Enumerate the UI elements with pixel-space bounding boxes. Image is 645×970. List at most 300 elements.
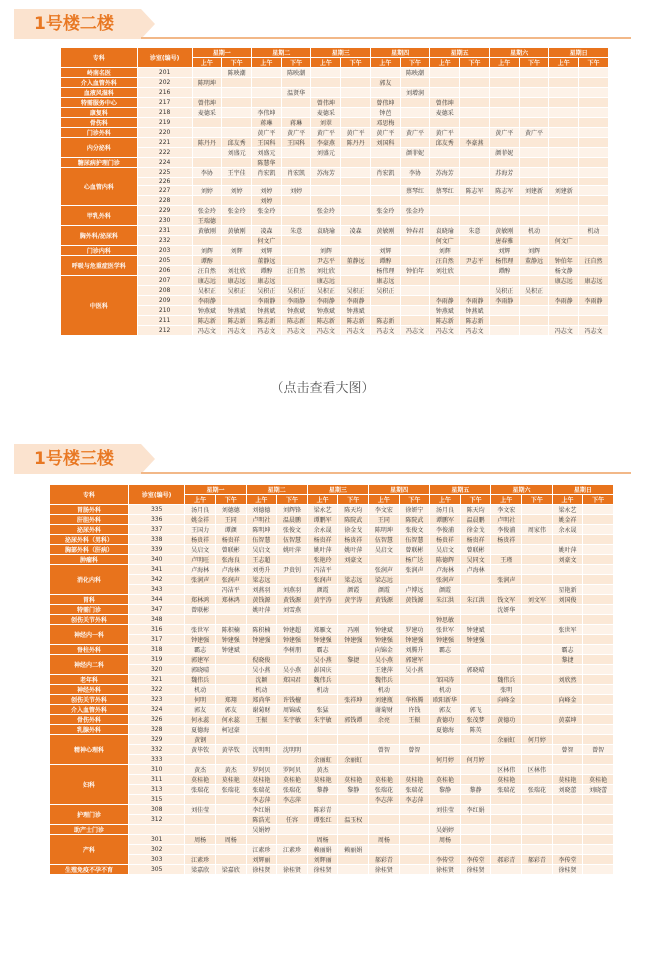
doctor-cell [369, 735, 400, 745]
doctor-cell: 张金玲 [370, 206, 400, 216]
doctor-cell: 刘勇升 [246, 565, 277, 575]
doctor-cell: 伍智慧 [369, 535, 400, 545]
floor3-title: 1号楼三楼 [14, 444, 141, 474]
dept-name: 血液风湿科 [61, 88, 138, 98]
doctor-cell [252, 68, 282, 78]
doctor-cell [311, 196, 341, 206]
doctor-cell [519, 88, 549, 98]
dept-name: 胸部外科（肝病） [50, 545, 129, 555]
table-row [50, 625, 614, 635]
doctor-cell: 李俊浦 [430, 525, 461, 535]
doctor-cell [192, 128, 222, 138]
table-row [50, 855, 614, 865]
doctor-cell [185, 615, 216, 625]
doctor-cell: 陈志新 [252, 316, 282, 326]
doctor-cell [341, 178, 371, 186]
doctor-cell [489, 98, 519, 108]
doctor-cell [583, 705, 614, 715]
doctor-cell [341, 108, 371, 118]
table-row [61, 296, 609, 306]
doctor-cell [399, 855, 430, 865]
doctor-cell: 徐桂贤 [552, 865, 583, 875]
doctor-cell: 李志萍 [399, 795, 430, 805]
room-number: 209 [137, 296, 192, 306]
floor2-caption[interactable]: （点击查看大图） [270, 380, 375, 395]
doctor-cell: 冯洁平 [215, 585, 246, 595]
doctor-cell: 钟建强 [277, 635, 308, 645]
doctor-cell: 吴积正 [281, 286, 311, 296]
doctor-cell [277, 615, 308, 625]
room-number: 218 [137, 108, 192, 118]
doctor-cell: 陈明坤 [246, 525, 277, 535]
doctor-cell [185, 815, 216, 825]
table-row [50, 755, 614, 765]
doctor-cell [489, 196, 519, 206]
doctor-cell [341, 98, 371, 108]
doctor-cell: 吴积正 [489, 286, 519, 296]
doctor-cell: 尹贵钊 [277, 565, 308, 575]
doctor-cell [460, 128, 490, 138]
doctor-cell [460, 775, 491, 785]
room-number: 315 [128, 795, 184, 805]
doctor-cell [583, 555, 614, 565]
room-number: 230 [137, 216, 192, 226]
doctor-cell: 夏德海 [430, 725, 461, 735]
doctor-cell: 温贤华 [281, 88, 311, 98]
doctor-cell: 康志远 [252, 276, 282, 286]
doctor-cell: 周杨 [369, 835, 400, 845]
doctor-cell: 黎静 [430, 785, 461, 795]
doctor-cell [338, 865, 369, 875]
doctor-cell [460, 765, 491, 775]
doctor-cell: 钟燕斌 [430, 306, 460, 316]
doctor-cell: 周杨 [185, 835, 216, 845]
doctor-cell: 吴小燕 [399, 665, 430, 675]
dept-name: 神经内二科 [50, 655, 129, 675]
doctor-cell [277, 735, 308, 745]
doctor-cell [369, 765, 400, 775]
floor3-schedule-image[interactable] [49, 484, 614, 954]
doctor-cell: 蔡琴红 [430, 186, 460, 196]
doctor-cell [489, 306, 519, 316]
doctor-cell: 刘欣然 [552, 675, 583, 685]
doctor-cell: 曾联彬 [460, 545, 491, 555]
doctor-cell: 霸志 [430, 645, 461, 655]
dept-name: 胸外科/泌尿科 [61, 226, 138, 246]
doctor-cell: 周杨 [307, 835, 338, 845]
doctor-cell [215, 605, 246, 615]
doctor-cell [341, 206, 371, 216]
table-row [61, 256, 609, 266]
room-number: 227 [137, 186, 192, 196]
doctor-cell: 张润声 [369, 565, 400, 575]
doctor-cell: 梁永艺 [552, 505, 583, 515]
doctor-cell [583, 655, 614, 665]
doctor-cell: 李雨静 [281, 296, 311, 306]
doctor-cell [491, 655, 522, 665]
doctor-cell: 曾伟坤 [192, 98, 222, 108]
doctor-cell [460, 68, 490, 78]
doctor-cell: 张瑞花 [522, 785, 553, 795]
table-row [50, 535, 614, 545]
doctor-cell: 杨文静 [549, 266, 579, 276]
doctor-cell [522, 695, 553, 705]
doctor-cell: 刘建瓶 [369, 695, 400, 705]
room-number: 338 [128, 535, 184, 545]
doctor-cell: 莫桂艳 [430, 775, 461, 785]
doctor-cell: 彭国庆 [307, 665, 338, 675]
doctor-cell: 莫桂艳 [491, 775, 522, 785]
doctor-cell: 黄广平 [252, 128, 282, 138]
doctor-cell: 钟伯年 [400, 266, 430, 276]
doctor-cell: 余丽虹 [307, 755, 338, 765]
doctor-cell: 徐妍宁 [399, 505, 430, 515]
room-number: 329 [128, 735, 184, 745]
doctor-cell [522, 645, 553, 655]
doctor-cell: 机动 [246, 685, 277, 695]
doctor-cell: 曾联彬 [215, 545, 246, 555]
header-pm: 下午 [277, 495, 308, 505]
doctor-cell [522, 865, 553, 875]
doctor-cell: 冯志文 [549, 326, 579, 336]
doctor-cell [222, 196, 252, 206]
doctor-cell [491, 645, 522, 655]
doctor-cell: 曾伟坤 [430, 98, 460, 108]
room-number: 318 [128, 645, 184, 655]
doctor-cell: 肖宏凯 [252, 168, 282, 178]
doctor-cell [552, 795, 583, 805]
doctor-cell [369, 755, 400, 765]
doctor-cell [489, 276, 519, 286]
doctor-cell [399, 725, 430, 735]
doctor-cell [341, 236, 371, 246]
doctor-cell: 李红娟 [460, 805, 491, 815]
dept-name: 生殖免疫不孕不育 [50, 865, 129, 875]
doctor-cell: 钟建强 [460, 635, 491, 645]
table-row [61, 226, 609, 236]
room-number: 332 [128, 745, 184, 755]
doctor-cell [579, 138, 609, 148]
doctor-cell: 曾智 [369, 745, 400, 755]
doctor-cell [549, 68, 579, 78]
doctor-cell [222, 178, 252, 186]
header-am: 上午 [430, 58, 460, 68]
doctor-cell [552, 825, 583, 835]
doctor-cell: 张金玲 [222, 206, 252, 216]
doctor-cell: 吴同文 [460, 555, 491, 565]
doctor-cell [552, 575, 583, 585]
doctor-cell: 杨伟理 [489, 256, 519, 266]
header-am: 上午 [489, 58, 519, 68]
doctor-cell [281, 216, 311, 226]
room-number: 335 [128, 505, 184, 515]
doctor-cell: 罗阿贝 [277, 765, 308, 775]
header-am: 上午 [311, 58, 341, 68]
doctor-cell [460, 675, 491, 685]
doctor-cell: 蒋琳 [281, 118, 311, 128]
doctor-cell: 李雨静 [311, 296, 341, 306]
header-pm: 下午 [522, 495, 553, 505]
doctor-cell [549, 108, 579, 118]
doctor-cell [281, 178, 311, 186]
doctor-cell [460, 585, 491, 595]
doctor-cell: 张润声 [185, 575, 216, 585]
doctor-cell [430, 206, 460, 216]
doctor-cell: 朱意 [281, 226, 311, 236]
doctor-cell: 沈明明 [246, 745, 277, 755]
doctor-cell [552, 765, 583, 775]
dept-name: 甲乳外科 [61, 206, 138, 226]
doctor-cell [583, 715, 614, 725]
doctor-cell [369, 725, 400, 735]
doctor-cell: 莫桂艳 [185, 775, 216, 785]
floor2-title: 1号楼二楼 [14, 9, 141, 39]
doctor-cell [430, 605, 461, 615]
doctor-cell [311, 216, 341, 226]
doctor-cell [522, 625, 553, 635]
doctor-cell: 陈志新 [192, 316, 222, 326]
doctor-cell: 刘婷 [252, 186, 282, 196]
header-am: 上午 [307, 495, 338, 505]
doctor-cell: 钟春君 [400, 226, 430, 236]
header-day: 星期四 [370, 48, 429, 58]
doctor-cell: 冯志文 [460, 326, 490, 336]
doctor-cell: 颜霞 [369, 585, 400, 595]
doctor-cell: 曾智 [552, 745, 583, 755]
doctor-cell [400, 118, 430, 128]
doctor-cell [460, 845, 491, 855]
doctor-cell: 张瑞花 [491, 785, 522, 795]
header-am: 上午 [252, 58, 282, 68]
doctor-cell: 机动 [307, 685, 338, 695]
doctor-cell [341, 216, 371, 226]
doctor-cell [549, 196, 579, 206]
doctor-cell: 钱文军 [491, 595, 522, 605]
doctor-cell: 张瑞花 [277, 785, 308, 795]
doctor-cell [519, 148, 549, 158]
doctor-cell [338, 825, 369, 835]
doctor-cell [192, 148, 222, 158]
doctor-cell [215, 665, 246, 675]
doctor-cell [277, 835, 308, 845]
doctor-cell [341, 276, 371, 286]
doctor-cell: 姚金祥 [185, 515, 216, 525]
room-number: 220 [137, 128, 192, 138]
doctor-cell [430, 655, 461, 665]
doctor-cell: 冯志文 [222, 326, 252, 336]
doctor-cell [277, 685, 308, 695]
room-number: 342 [128, 575, 184, 585]
doctor-cell: 吴积正 [222, 286, 252, 296]
doctor-cell [583, 625, 614, 635]
doctor-cell: 许钱檀 [277, 695, 308, 705]
doctor-cell: 苏海芳 [311, 168, 341, 178]
doctor-cell: 刘婷 [252, 196, 282, 206]
doctor-cell: 钟燕斌 [311, 306, 341, 316]
doctor-cell [552, 605, 583, 615]
doctor-cell: 李红娟 [246, 805, 277, 815]
doctor-cell [252, 98, 282, 108]
doctor-cell: 陈彩青 [307, 805, 338, 815]
doctor-cell: 陈映潮 [222, 68, 252, 78]
doctor-cell: 周家伟 [522, 525, 553, 535]
doctor-cell: 机动 [185, 685, 216, 695]
doctor-cell: 张瑞花 [246, 785, 277, 795]
doctor-cell [307, 735, 338, 745]
doctor-cell [370, 306, 400, 316]
doctor-cell: 刘增润 [400, 88, 430, 98]
doctor-cell: 刘国俊 [552, 595, 583, 605]
doctor-cell: 钟燕斌 [460, 306, 490, 316]
table-row [50, 585, 614, 595]
doctor-cell: 卢海林 [430, 565, 461, 575]
doctor-cell [370, 178, 400, 186]
table-row [50, 575, 614, 585]
doctor-cell: 黄广平 [281, 128, 311, 138]
doctor-cell [522, 605, 553, 615]
doctor-cell: 机动 [579, 226, 609, 236]
room-number: 206 [137, 266, 192, 276]
doctor-cell: 陈志新 [222, 316, 252, 326]
doctor-cell: 陈志新 [311, 316, 341, 326]
doctor-cell: 黎静 [460, 785, 491, 795]
doctor-cell [549, 216, 579, 226]
header-day: 星期五 [430, 485, 491, 495]
doctor-cell [522, 665, 553, 675]
doctor-cell [338, 855, 369, 865]
doctor-cell: 颜霞 [430, 585, 461, 595]
doctor-cell [552, 755, 583, 765]
doctor-cell: 黄钢 [185, 735, 216, 745]
doctor-cell [341, 68, 371, 78]
header-am: 上午 [549, 58, 579, 68]
doctor-cell: 魏伟兵 [307, 675, 338, 685]
doctor-cell [192, 118, 222, 128]
doctor-cell: 黄杰 [185, 765, 216, 775]
doctor-cell [399, 605, 430, 615]
dept-name: 精神心理科 [50, 735, 129, 765]
doctor-cell: 卢明社 [246, 515, 277, 525]
doctor-cell [400, 98, 430, 108]
room-number: 344 [128, 595, 184, 605]
doctor-cell [430, 286, 460, 296]
doctor-cell [246, 615, 277, 625]
doctor-cell: 康志远 [192, 276, 222, 286]
doctor-cell [281, 158, 311, 168]
doctor-cell: 张瑞花 [185, 785, 216, 795]
doctor-cell [430, 735, 461, 745]
doctor-cell [341, 168, 371, 178]
room-number: 343 [128, 585, 184, 595]
table-row [61, 316, 609, 326]
doctor-cell [281, 148, 311, 158]
doctor-cell [583, 855, 614, 865]
doctor-cell: 李俊浦 [491, 525, 522, 535]
doctor-cell [552, 725, 583, 735]
table-row [61, 178, 609, 186]
doctor-cell: 徐金戈 [460, 525, 491, 535]
table-row [50, 525, 614, 535]
doctor-cell [338, 805, 369, 815]
doctor-cell: 余丽虹 [338, 755, 369, 765]
doctor-cell: 黄广平 [370, 128, 400, 138]
doctor-cell: 郑林鸿 [215, 595, 246, 605]
doctor-cell: 李雨静 [430, 296, 460, 306]
doctor-cell [246, 735, 277, 745]
doctor-cell [519, 118, 549, 128]
doctor-cell: 刘壮欣 [222, 266, 252, 276]
doctor-cell [460, 286, 490, 296]
table-row [61, 306, 609, 316]
doctor-cell: 刘晓蕾 [583, 785, 614, 795]
table-row [61, 286, 609, 296]
doctor-cell: 倪晓俊 [246, 655, 277, 665]
doctor-cell [185, 825, 216, 835]
doctor-cell: 黄毕钦 [215, 745, 246, 755]
doctor-cell: 何文广 [430, 236, 460, 246]
doctor-cell: 颜菲妮 [400, 148, 430, 158]
table-row [50, 735, 614, 745]
doctor-cell: 汤月良 [430, 505, 461, 515]
doctor-cell [215, 855, 246, 865]
table-row [61, 128, 609, 138]
doctor-cell [583, 515, 614, 525]
doctor-cell [399, 825, 430, 835]
doctor-cell [519, 326, 549, 336]
doctor-cell [369, 845, 400, 855]
doctor-cell [460, 695, 491, 705]
room-number: 211 [137, 316, 192, 326]
doctor-cell: 魏伟兵 [185, 675, 216, 685]
doctor-cell [583, 605, 614, 615]
doctor-cell [370, 236, 400, 246]
doctor-cell [460, 795, 491, 805]
room-number: 208 [137, 286, 192, 296]
doctor-cell: 刘盛元 [222, 148, 252, 158]
doctor-cell: 张金玲 [252, 206, 282, 216]
room-number: 303 [128, 855, 184, 865]
doctor-cell [338, 765, 369, 775]
doctor-cell [338, 685, 369, 695]
doctor-cell [400, 158, 430, 168]
doctor-cell [579, 206, 609, 216]
header-pm: 下午 [400, 58, 430, 68]
doctor-cell [583, 815, 614, 825]
doctor-cell: 颜霞 [338, 585, 369, 595]
doctor-cell: 黄钱源 [246, 595, 277, 605]
header-pm: 下午 [215, 495, 246, 505]
doctor-cell [489, 158, 519, 168]
doctor-cell [369, 555, 400, 565]
doctor-cell: 陈志军 [460, 186, 490, 196]
table-row [50, 775, 614, 785]
doctor-cell [369, 825, 400, 835]
doctor-cell: 吴小燕 [277, 665, 308, 675]
doctor-cell [522, 745, 553, 755]
doctor-cell: 刘佳莹 [185, 805, 216, 815]
doctor-cell [460, 685, 491, 695]
floor2-schedule-image[interactable] [60, 47, 609, 362]
doctor-cell [400, 296, 430, 306]
header-day: 星期六 [491, 485, 552, 495]
doctor-cell: 李志萍 [277, 795, 308, 805]
doctor-cell [583, 685, 614, 695]
doctor-cell [430, 216, 460, 226]
doctor-cell: 吴积正 [519, 286, 549, 296]
doctor-cell: 霸志 [552, 645, 583, 655]
doctor-cell: 朱宇敏 [277, 715, 308, 725]
table-row [61, 196, 609, 206]
